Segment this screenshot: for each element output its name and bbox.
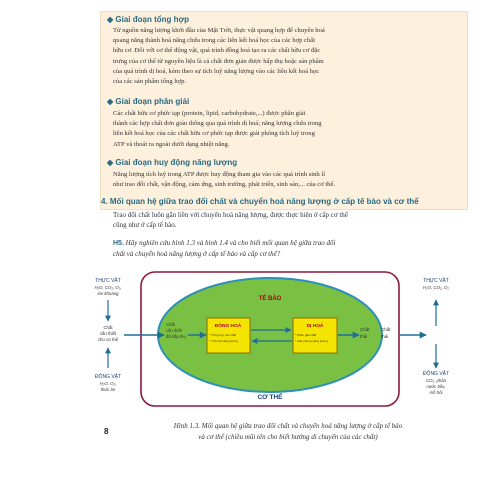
animal-input-line: H₂O, O₂, bbox=[99, 381, 117, 386]
section-title-text: Giai đoạn tổng hợp bbox=[115, 15, 190, 24]
body-line: trưng của cơ thể từ nguyên liệu là cá chất đơn giản được hấp thụ hoặc sản phẩm bbox=[113, 57, 324, 65]
anabolism-title: ĐỒNG HOÁ bbox=[214, 324, 242, 329]
plant-input-line: H₂O, CO₂, O₂, bbox=[94, 285, 122, 290]
body-line: thành các hợp chất đơn giản thông qua quá trình dị hoá; năng lượng chứa trong bbox=[113, 120, 322, 128]
section-title-text: Giai đoạn huy động năng lượng bbox=[115, 158, 238, 167]
section-body-breakdown bbox=[113, 109, 458, 150]
body-line: như trao đổi chất, vận động, cảm ứng, sinh trưởng, phát triển, sinh sản,... của cơ thể. bbox=[113, 181, 336, 189]
catabolism-title: DỊ HOÁ bbox=[306, 324, 324, 329]
section-title-breakdown bbox=[107, 97, 189, 106]
section-title-synthesis bbox=[107, 15, 189, 24]
anabolism-box bbox=[207, 318, 250, 353]
caption-line: Hình 1.3. Mối quan hệ giữa trao đổi chất và chuyển hoá năng lượng ở cấp tế bào bbox=[173, 422, 403, 430]
animal-output-line: nước tiểu, bbox=[426, 384, 446, 389]
diamond-bullet-icon: ◆ bbox=[107, 158, 114, 167]
inner-right-label: Chất bbox=[360, 327, 370, 332]
waste-label: thải bbox=[381, 334, 389, 339]
input-label: Chất bbox=[103, 325, 113, 330]
catabolism-item: * Phân giải chất bbox=[295, 333, 317, 337]
section-title-mobilization bbox=[107, 158, 237, 167]
heading-4: 4. Mối quan hệ giữa trao đổi chất và chuyển hoá năng lượng ở cấp tế bào và cơ thể bbox=[101, 197, 419, 206]
anabolism-item: * Tổng hợp các chất bbox=[209, 333, 236, 337]
inner-left-label: đã hấp thụ bbox=[166, 334, 186, 339]
diamond-bullet-icon: ◆ bbox=[107, 97, 114, 106]
catabolism-item: * Giải phóng năng lượng bbox=[295, 339, 328, 343]
plant-output-title: THỰC VẬT bbox=[423, 278, 449, 284]
cell-body-metabolism-diagram bbox=[86, 268, 466, 410]
intro-line: cũng như ở cấp tế bào. bbox=[113, 221, 177, 229]
body-line: của quá trình dị hoá, kèm theo sự tích luỹ năng lượng vào các liên kết hoá học bbox=[113, 67, 320, 75]
intro-line: Trao đổi chất luôn gắn liền với chuyển hoá năng lượng, được thực hiện ở cấp cơ thể bbox=[113, 211, 348, 219]
cell-label: TẾ BÀO bbox=[258, 296, 282, 302]
anabolism-item: * Tích luỹ năng lượng bbox=[209, 339, 238, 343]
body-line: ATP và thoát ra ngoài dưới dạng nhiệt năng. bbox=[113, 140, 230, 148]
caption-line: và cơ thể (chiều mũi tên cho biết hướng di chuyển của các chất) bbox=[198, 433, 378, 441]
page-number: 8 bbox=[104, 427, 109, 436]
question-label: H5. bbox=[113, 240, 124, 247]
body-line: Các chất hữu cơ phức tạp (protein, lipid, carbohydrate,...) được phân giải bbox=[113, 110, 306, 117]
animal-input-line: thức ăn bbox=[100, 387, 116, 392]
question-h5 bbox=[113, 238, 463, 259]
animal-output-line: CO₂, phân bbox=[425, 378, 447, 383]
body-line: quang năng thành hoá năng chứa trong các liên kết hoá học của các hợp chất bbox=[113, 37, 316, 45]
waste-label: Chất bbox=[381, 327, 391, 332]
animal-output-line: mồ hôi bbox=[429, 390, 443, 395]
body-line: hữu cơ. Đối với cơ thể động vật, quá trình đồng hoá tạo ra các chất hữu cơ đặc bbox=[113, 47, 321, 55]
animal-output-title: ĐỘNG VẬT bbox=[422, 371, 450, 377]
figure-caption bbox=[113, 421, 463, 443]
section-body-synthesis bbox=[113, 26, 458, 87]
question-line: Hãy nghiên cứu hình 1.3 và hình 1.4 và cho biết mối quan hệ giữa trao đổi bbox=[125, 239, 336, 247]
intro-paragraph bbox=[113, 210, 463, 230]
body-line: của các sản phẩm tổng hợp. bbox=[113, 78, 187, 86]
catabolism-box bbox=[293, 318, 337, 353]
body-line: Năng lượng tích luỹ trong ATP được huy động tham gia vào các quá trình sinh lí bbox=[113, 171, 326, 178]
inner-right-label: thải bbox=[360, 334, 368, 339]
body-line: Từ nguồn năng lượng khởi đầu của Mặt Trời, thực vật quang hợp để chuyển hoá bbox=[113, 27, 325, 34]
section-body-mobilization bbox=[113, 170, 458, 190]
inner-left-label: Chất bbox=[166, 322, 175, 327]
body-line: liên kết hoá học của các chất hữu cơ phức tạp được giải phóng tích luỹ trong bbox=[113, 130, 315, 138]
diamond-bullet-icon: ◆ bbox=[107, 15, 114, 24]
animal-input-title: ĐỘNG VẬT bbox=[94, 374, 122, 380]
section-title-text: Giai đoạn phân giải bbox=[115, 97, 190, 106]
plant-input-line: ion khoáng bbox=[97, 291, 119, 296]
input-label: cho cơ thể bbox=[97, 337, 119, 342]
question-line: chất và chuyển hoá năng lượng ở cấp tế bào và cấp cơ thể? bbox=[113, 250, 281, 258]
body-label: CƠ THỂ bbox=[257, 394, 283, 401]
inner-left-label: cần thiết bbox=[166, 328, 182, 333]
plant-input-title: THỰC VẬT bbox=[95, 278, 121, 284]
input-label: cần thiết bbox=[99, 331, 117, 336]
plant-output-line: H₂O, CO₂, O₂ bbox=[423, 285, 449, 290]
